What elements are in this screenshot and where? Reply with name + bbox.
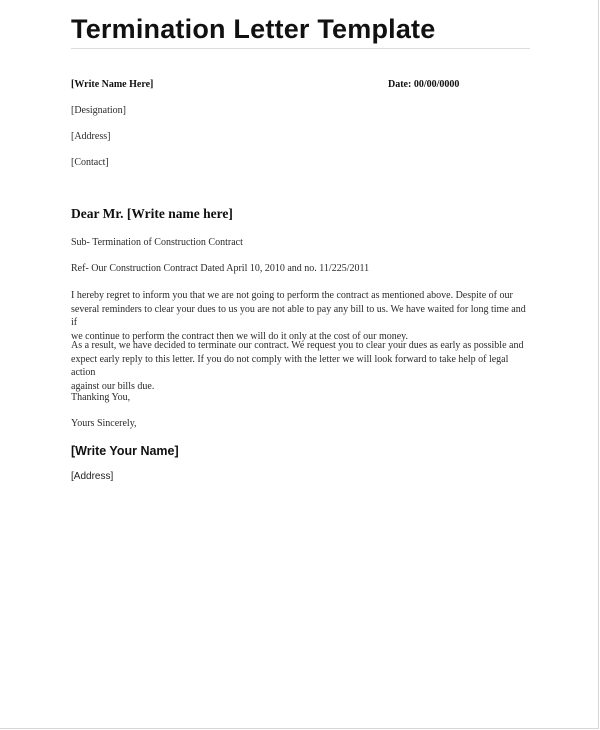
paragraph-line: expect early reply to this letter. If you do not comply with the letter we will look forward to take help of legal action	[71, 353, 509, 379]
letter-date: Date: 00/00/0000	[388, 79, 460, 90]
sender-designation: [Designation]	[71, 105, 126, 116]
sender-address: [Address]	[71, 131, 111, 142]
paragraph-line: against our bills due.	[71, 380, 155, 392]
document-title: Termination Letter Template	[71, 14, 436, 44]
closing-sign-off: Yours Sincerely,	[71, 418, 137, 429]
paragraph-line: we continue to perform the contract then we will do it only at the cost of our money.	[71, 330, 409, 342]
title-divider	[71, 48, 530, 49]
sender-name: [Write Name Here]	[71, 79, 154, 90]
signatory-name: [Write Your Name]	[71, 444, 179, 458]
closing-thanks: Thanking You,	[71, 392, 131, 403]
sender-contact: [Contact]	[71, 157, 109, 168]
body-paragraph-2	[71, 339, 531, 393]
subject-line: Sub- Termination of Construction Contract	[71, 237, 243, 248]
reference-line: Ref- Our Construction Contract Dated April 10, 2010 and no. 11/225/2011	[71, 263, 370, 274]
body-paragraph-1	[71, 289, 531, 343]
paragraph-line: several reminders to clear your dues to us you are not able to pay any bill to us. We have waited for long time and if	[71, 303, 526, 329]
paragraph-line: As a result, we have decided to terminate our contract. We request you to clear your dues as early as possible and	[71, 340, 524, 351]
salutation: Dear Mr. [Write name here]	[71, 206, 233, 221]
paragraph-line: I hereby regret to inform you that we are not going to perform the contract as mentioned above. Despite of our	[71, 290, 513, 301]
signatory-address: [Address]	[71, 471, 114, 482]
